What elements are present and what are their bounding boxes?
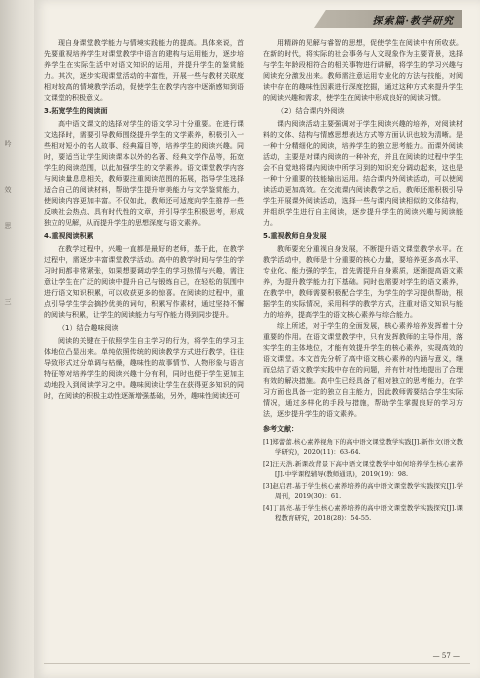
paragraph: 现自身课堂教学能力与情境实践能力的提高。具体来说，首先要重视培养学生对课堂教学中语言的建构与运用能力，逐步培养学生在实际生活中对语文知识的运用，并提升学生的鉴赏能力。其次，逐步实现课堂活动的丰富性，开展一些与教材关联度相对较高的情境教学活动，促使学生在教学内容中逐渐感知到语文课堂的积极意义。 — [44, 39, 244, 102]
margin-char-4: 三 — [4, 298, 12, 305]
paragraph: 综上所述，对于学生的全面发展，核心素养培养发挥着十分重要的作用。在语文课堂教学中，只有发挥教师的主导作用，落实学生的主体地位，才能有效提升学生的核心素养，实现高效的语文课堂。本文首先分析了高中语文核心素养的内涵与意义，继而总结了语文教学实践中存在的问题，并有针对性地提出了合理有效的解决措施。高中生已经具备了相对独立的思考能力，在学习方面也具备一定的独立自主能力，因此教师需要结合学生实际情况，通过多样化的手段与措施，帮助学生掌握良好的学习方法，逐步提升学生的语文素养。 — [263, 322, 463, 418]
paragraph: 教师要充分重视自身发展，不断提升语文课堂教学水平。在教学活动中，教师是十分重要的核心力量，要培养更多高水平、专业化、能力强的学生，首先需提升自身素质，逐渐提高语文素养，为提升教学能力打下基础。同时也需要对学生的语文素养，在教学中，教师需要积极配合学生，为学生的学习提供帮助，根据学生的实际情况，采用科学的教学方式，注重对语文知识与能力的培养，提高学生的语文核心素养与综合能力。 — [263, 245, 463, 319]
left-column — [44, 38, 244, 402]
reference-item: [1]郑蕾蕾.核心素养视角下的高中语文课堂教学实践[J].新作文(语文教学研究)，2020(11)：63-64. — [263, 438, 463, 456]
references-heading: 参考文献： — [263, 425, 298, 433]
reference-item: [3]赵启君.基于学生核心素养培养的高中语文课堂教学实践探究[J].学周刊，2019(30)：61. — [263, 482, 463, 500]
reference-item: [2]汪天浩.新课改背景下高中语文课堂教学中如何培养学生核心素养[J].中学课程辅导(教师通讯)，2019(19)：98. — [263, 460, 463, 478]
section-heading: 3.拓宽学生的阅读面 — [44, 107, 108, 115]
paragraph: 高中语文课文的选择对学生的语文学习十分重要。在进行课文选择时，需要引导教师围绕提升学生的文学素养，积极引入一些相对短小的名人故事、经典篇目等，培养学生的阅读兴趣。同时，要适当让学生阅读课本以外的名著、经典文学作品等，拓宽学生的阅读范围，以此加强学生的文学素养。语文课堂教学内容与阅读量息息相关，教师要注重阅读范围的拓展，指导学生选择适合自己的阅读材料，帮助学生提升审美能力与文学鉴赏能力，使阅读内容更加丰富。不仅如此，教师还可适度向学生推荐一些反映社会热点、具有时代性的文章，并引导学生积极思考，形成独立的见解，从而提升学生的思想深度与语文素养。 — [44, 120, 244, 227]
reference-item: [4]丁昌亮.基于学生核心素养培养的高中语文课堂教学实践探究[J].课程教育研究，2018(28)：54-55. — [263, 504, 463, 522]
right-column — [263, 38, 463, 525]
margin-char-3: 思 — [4, 222, 12, 229]
paragraph: 在教学过程中，兴趣一直都是最好的老师，基于此，在教学过程中，需逐步丰富课堂教学活动。高中的教学时间与学生的学习时间都非常紧张，如果想要调动学生的学习热情与兴趣，需注意让学生在广泛的阅读中提升自己与锻炼自己，在轻松的氛围中进行语文知识积累，可以收获更多的惊喜。在阅读的过程中，重点引导学生学会摘抄优美的词句，积累写作素材，通过坚持不懈的阅读与积累，让学生的阅读能力与写作能力得到同步提升。 — [44, 245, 244, 319]
page-number: — 57 — — [432, 652, 460, 660]
footer-rule — [44, 663, 470, 664]
subheading: （1）结合趣味阅读 — [58, 324, 119, 332]
section-heading: 4.重视阅读积累 — [44, 232, 94, 240]
margin-char-1: 吟 — [4, 140, 12, 147]
paragraph: 阅读的关键在于依照学生自主学习的行为，将学生的学习主体地位凸显出来。单纯依照传统的阅读教学方式进行教学，往往导致形式过分单调与枯燥，趣味性的故事情节、人物形象与语言特征等对培养学生的阅读兴趣十分有利，同时也便于学生更加主动地投入到阅读学习之中。趣味阅读让学生在获得更多知识的同时，在阅读的积极主动性逐渐增强基础，另外，趣味性阅读还可 — [44, 337, 244, 400]
page-header — [312, 8, 462, 30]
header-title: 探索篇·教学研究 — [372, 15, 454, 27]
document-page — [34, 0, 480, 678]
paragraph: 课内阅读活动主要强调对于学生阅读兴趣的培养，对阅读材料的文体、结构与情感思想表达方式等方面认识也较为清晰。是一种十分精细化的阅读，培养学生的独立思考能力。而课外阅读活动，主要是对课内阅读的一种补充，并且在阅读的过程中学生会不自觉地将课内阅读中所学习到的知识充分调动起来，这也是一种十分重要的技能输出运用。结合课内外阅读活动，可以使阅读活动更加高效。在交流课内阅读教学之后，教师还需积极引导学生开展课外阅读活动，选择一些与课内阅读相似的文体结构，并组织学生进行自主阅读，逐步提升学生的阅读兴趣与阅读能力。 — [263, 120, 463, 227]
margin-char-2: 效 — [4, 186, 12, 193]
scan-binding-edge — [0, 0, 36, 678]
paragraph: 用精辟的见解与睿智的思想，促使学生在阅读中有所收获。在新的时代，将实际的社会事务与人文现象作为主要背景，选择与学生年龄段相符合的相关事物进行讲解，将学生的学习兴趣与阅读充分激发出来。教师需注意运用专业化的方法与技能，对阅读中存在的趣味性因素进行深度挖掘，通过这种方式来提升学生的阅读兴趣和需求，使学生在阅读中形成良好的阅读习惯。 — [263, 39, 463, 102]
subheading: （2）结合课内外阅读 — [277, 107, 345, 115]
section-heading: 5.重视教师自身发展 — [263, 232, 327, 240]
